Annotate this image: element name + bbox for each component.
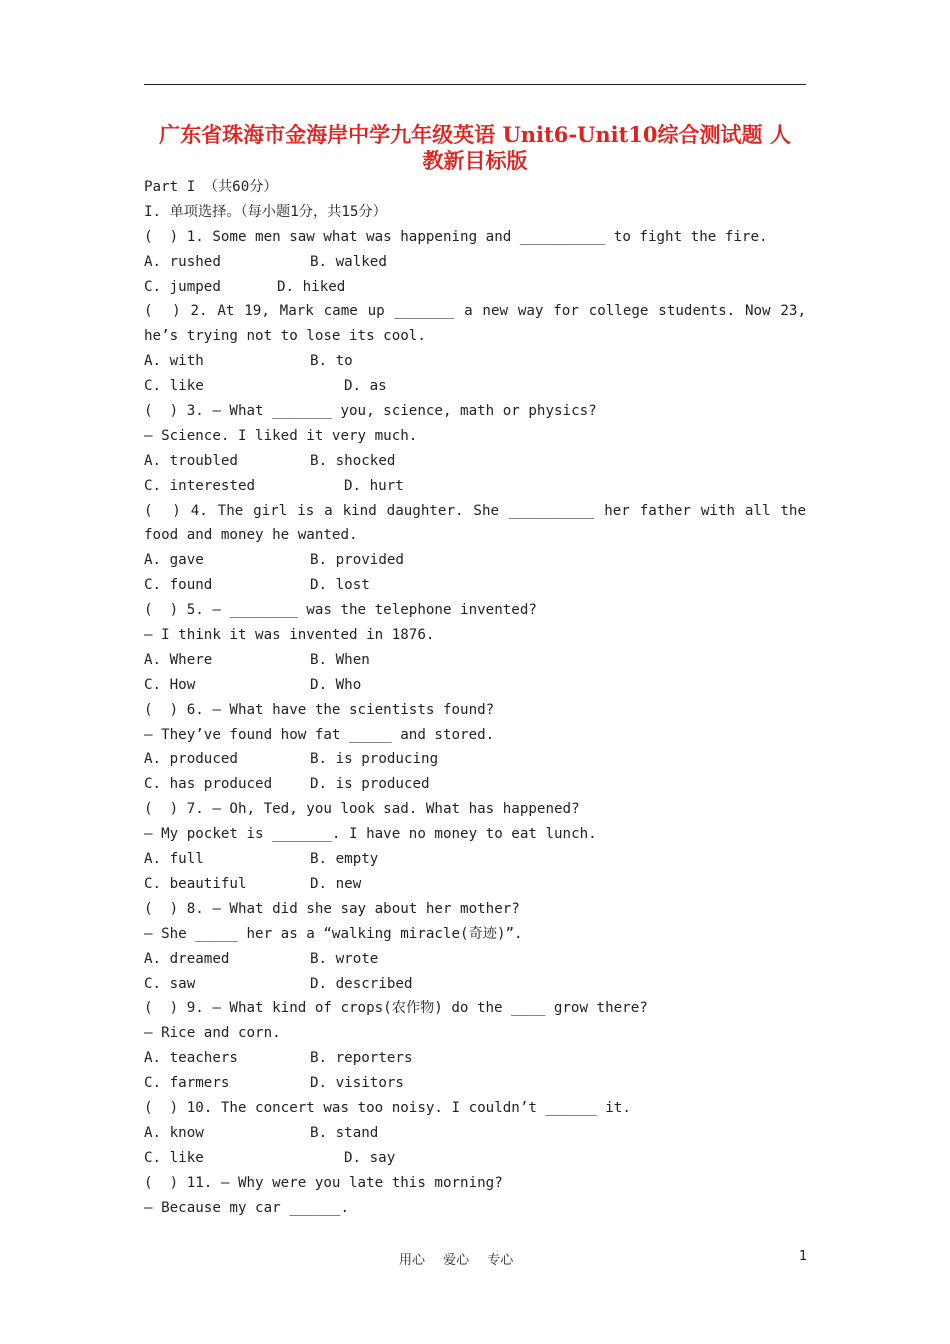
option-c: C. beautiful	[144, 875, 247, 892]
question-stem: ( ) 7. — Oh, Ted, you look sad. What has happened?	[144, 801, 580, 818]
question-11	[144, 1171, 806, 1221]
option-row	[144, 947, 806, 972]
option-row	[144, 872, 806, 897]
question-stem: ( ) 11. — Why were you late this morning?	[144, 1174, 503, 1191]
option-d: D. visitors	[310, 1075, 404, 1092]
option-row	[144, 474, 806, 499]
option-row	[144, 1046, 806, 1071]
question-8	[144, 897, 806, 997]
section-heading: I. 单项选择。（每小题1分，共15分）	[144, 203, 387, 220]
document-title	[144, 122, 806, 174]
header-rule	[144, 84, 806, 85]
option-row	[144, 374, 806, 399]
option-d: D. new	[310, 875, 362, 892]
question-3	[144, 399, 806, 499]
question-stem-continued: — My pocket is _______. I have no money to eat lunch.	[144, 826, 597, 843]
question-stem: ( ) 3. — What _______ you, science, math or physics?	[144, 403, 597, 420]
option-row	[144, 449, 806, 474]
option-a: A. teachers	[144, 1050, 238, 1067]
option-b: B. is producing	[310, 751, 439, 768]
title-line-1: 广东省珠海市金海岸中学九年级英语 Unit6-Unit10综合测试题 人	[159, 122, 791, 147]
option-c: C. has produced	[144, 776, 273, 793]
option-d: D. say	[344, 1149, 396, 1166]
option-c: C. found	[144, 577, 213, 594]
question-stem-continued: — Science. I liked it very much.	[144, 427, 418, 444]
question-stem: ( ) 8. — What did she say about her mother?	[144, 900, 520, 917]
option-d: D. as	[344, 378, 387, 395]
option-row	[144, 673, 806, 698]
option-a: A. produced	[144, 751, 238, 768]
option-a: A. full	[144, 851, 204, 868]
option-row	[144, 275, 806, 300]
option-a: A. gave	[144, 552, 204, 569]
option-b: B. to	[310, 353, 353, 370]
question-stem-continued: — She _____ her as a “walking miracle(奇迹)”.	[144, 925, 523, 942]
option-row	[144, 548, 806, 573]
question-stem: ( ) 9. — What kind of crops(农作物) do the ____ grow there?	[144, 1000, 648, 1017]
question-stem-continued: — They’ve found how fat _____ and stored.	[144, 726, 495, 743]
question-stem: ( ) 6. — What have the scientists found?	[144, 701, 495, 718]
option-row	[144, 250, 806, 275]
option-b: B. stand	[310, 1124, 379, 1141]
option-row	[144, 349, 806, 374]
option-a: A. with	[144, 353, 204, 370]
option-row	[144, 648, 806, 673]
option-c: C. like	[144, 1149, 204, 1166]
option-d: D. Who	[310, 676, 362, 693]
page-number: 1	[799, 1249, 808, 1264]
option-c: C. interested	[144, 477, 256, 494]
option-row	[144, 1071, 806, 1096]
question-stem: ( ) 2. At 19, Mark came up _______ a new way for college students. Now 23,	[144, 303, 806, 320]
question-stem-continued: — Rice and corn.	[144, 1025, 281, 1042]
option-b: B. provided	[310, 552, 404, 569]
option-row	[144, 847, 806, 872]
question-stem-continued: — Because my car ______.	[144, 1199, 349, 1216]
question-stem-continued: food and money he wanted.	[144, 527, 358, 544]
option-row	[144, 972, 806, 997]
question-stem-continued: he’s trying not to lose its cool.	[144, 328, 426, 345]
option-a: A. know	[144, 1124, 204, 1141]
option-b: B. When	[310, 651, 370, 668]
question-9	[144, 996, 806, 1096]
question-1	[144, 225, 806, 300]
option-b: B. wrote	[310, 950, 379, 967]
option-d: D. lost	[310, 577, 370, 594]
option-b: B. empty	[310, 851, 379, 868]
option-row	[144, 573, 806, 598]
question-4	[144, 499, 806, 599]
question-6	[144, 698, 806, 798]
question-10	[144, 1096, 806, 1171]
question-stem-continued: — I think it was invented in 1876.	[144, 627, 435, 644]
title-line-2: 教新目标版	[422, 148, 528, 173]
option-d: D. described	[310, 975, 413, 992]
option-c: C. jumped	[144, 278, 221, 295]
option-d: D. is produced	[310, 776, 430, 793]
option-row	[144, 747, 806, 772]
option-c: C. How	[144, 676, 196, 693]
option-a: A. Where	[144, 651, 213, 668]
question-5	[144, 598, 806, 698]
option-row	[144, 1121, 806, 1146]
footer-motto: 用心 爱心 专心	[399, 1253, 514, 1268]
question-stem: ( ) 5. — ________ was the telephone invented?	[144, 602, 537, 619]
question-stem: ( ) 10. The concert was too noisy. I couldn’t ______ it.	[144, 1099, 631, 1116]
option-a: A. dreamed	[144, 950, 230, 967]
question-7	[144, 797, 806, 897]
option-b: B. reporters	[310, 1050, 413, 1067]
option-c: C. like	[144, 378, 204, 395]
question-2	[144, 299, 806, 399]
option-b: B. shocked	[310, 452, 396, 469]
document-body	[144, 175, 806, 1220]
part-heading: Part I （共60分）	[144, 179, 278, 195]
option-d: D. hiked	[277, 278, 346, 295]
question-stem: ( ) 4. The girl is a kind daughter. She __________ her father with all the	[144, 502, 806, 519]
option-a: A. troubled	[144, 452, 238, 469]
option-row	[144, 772, 806, 797]
option-c: C. saw	[144, 975, 196, 992]
question-stem: ( ) 1. Some men saw what was happening and __________ to fight the fire.	[144, 228, 768, 245]
option-row	[144, 1146, 806, 1171]
option-a: A. rushed	[144, 253, 221, 270]
option-b: B. walked	[310, 253, 387, 270]
option-c: C. farmers	[144, 1075, 230, 1092]
option-d: D. hurt	[344, 477, 404, 494]
